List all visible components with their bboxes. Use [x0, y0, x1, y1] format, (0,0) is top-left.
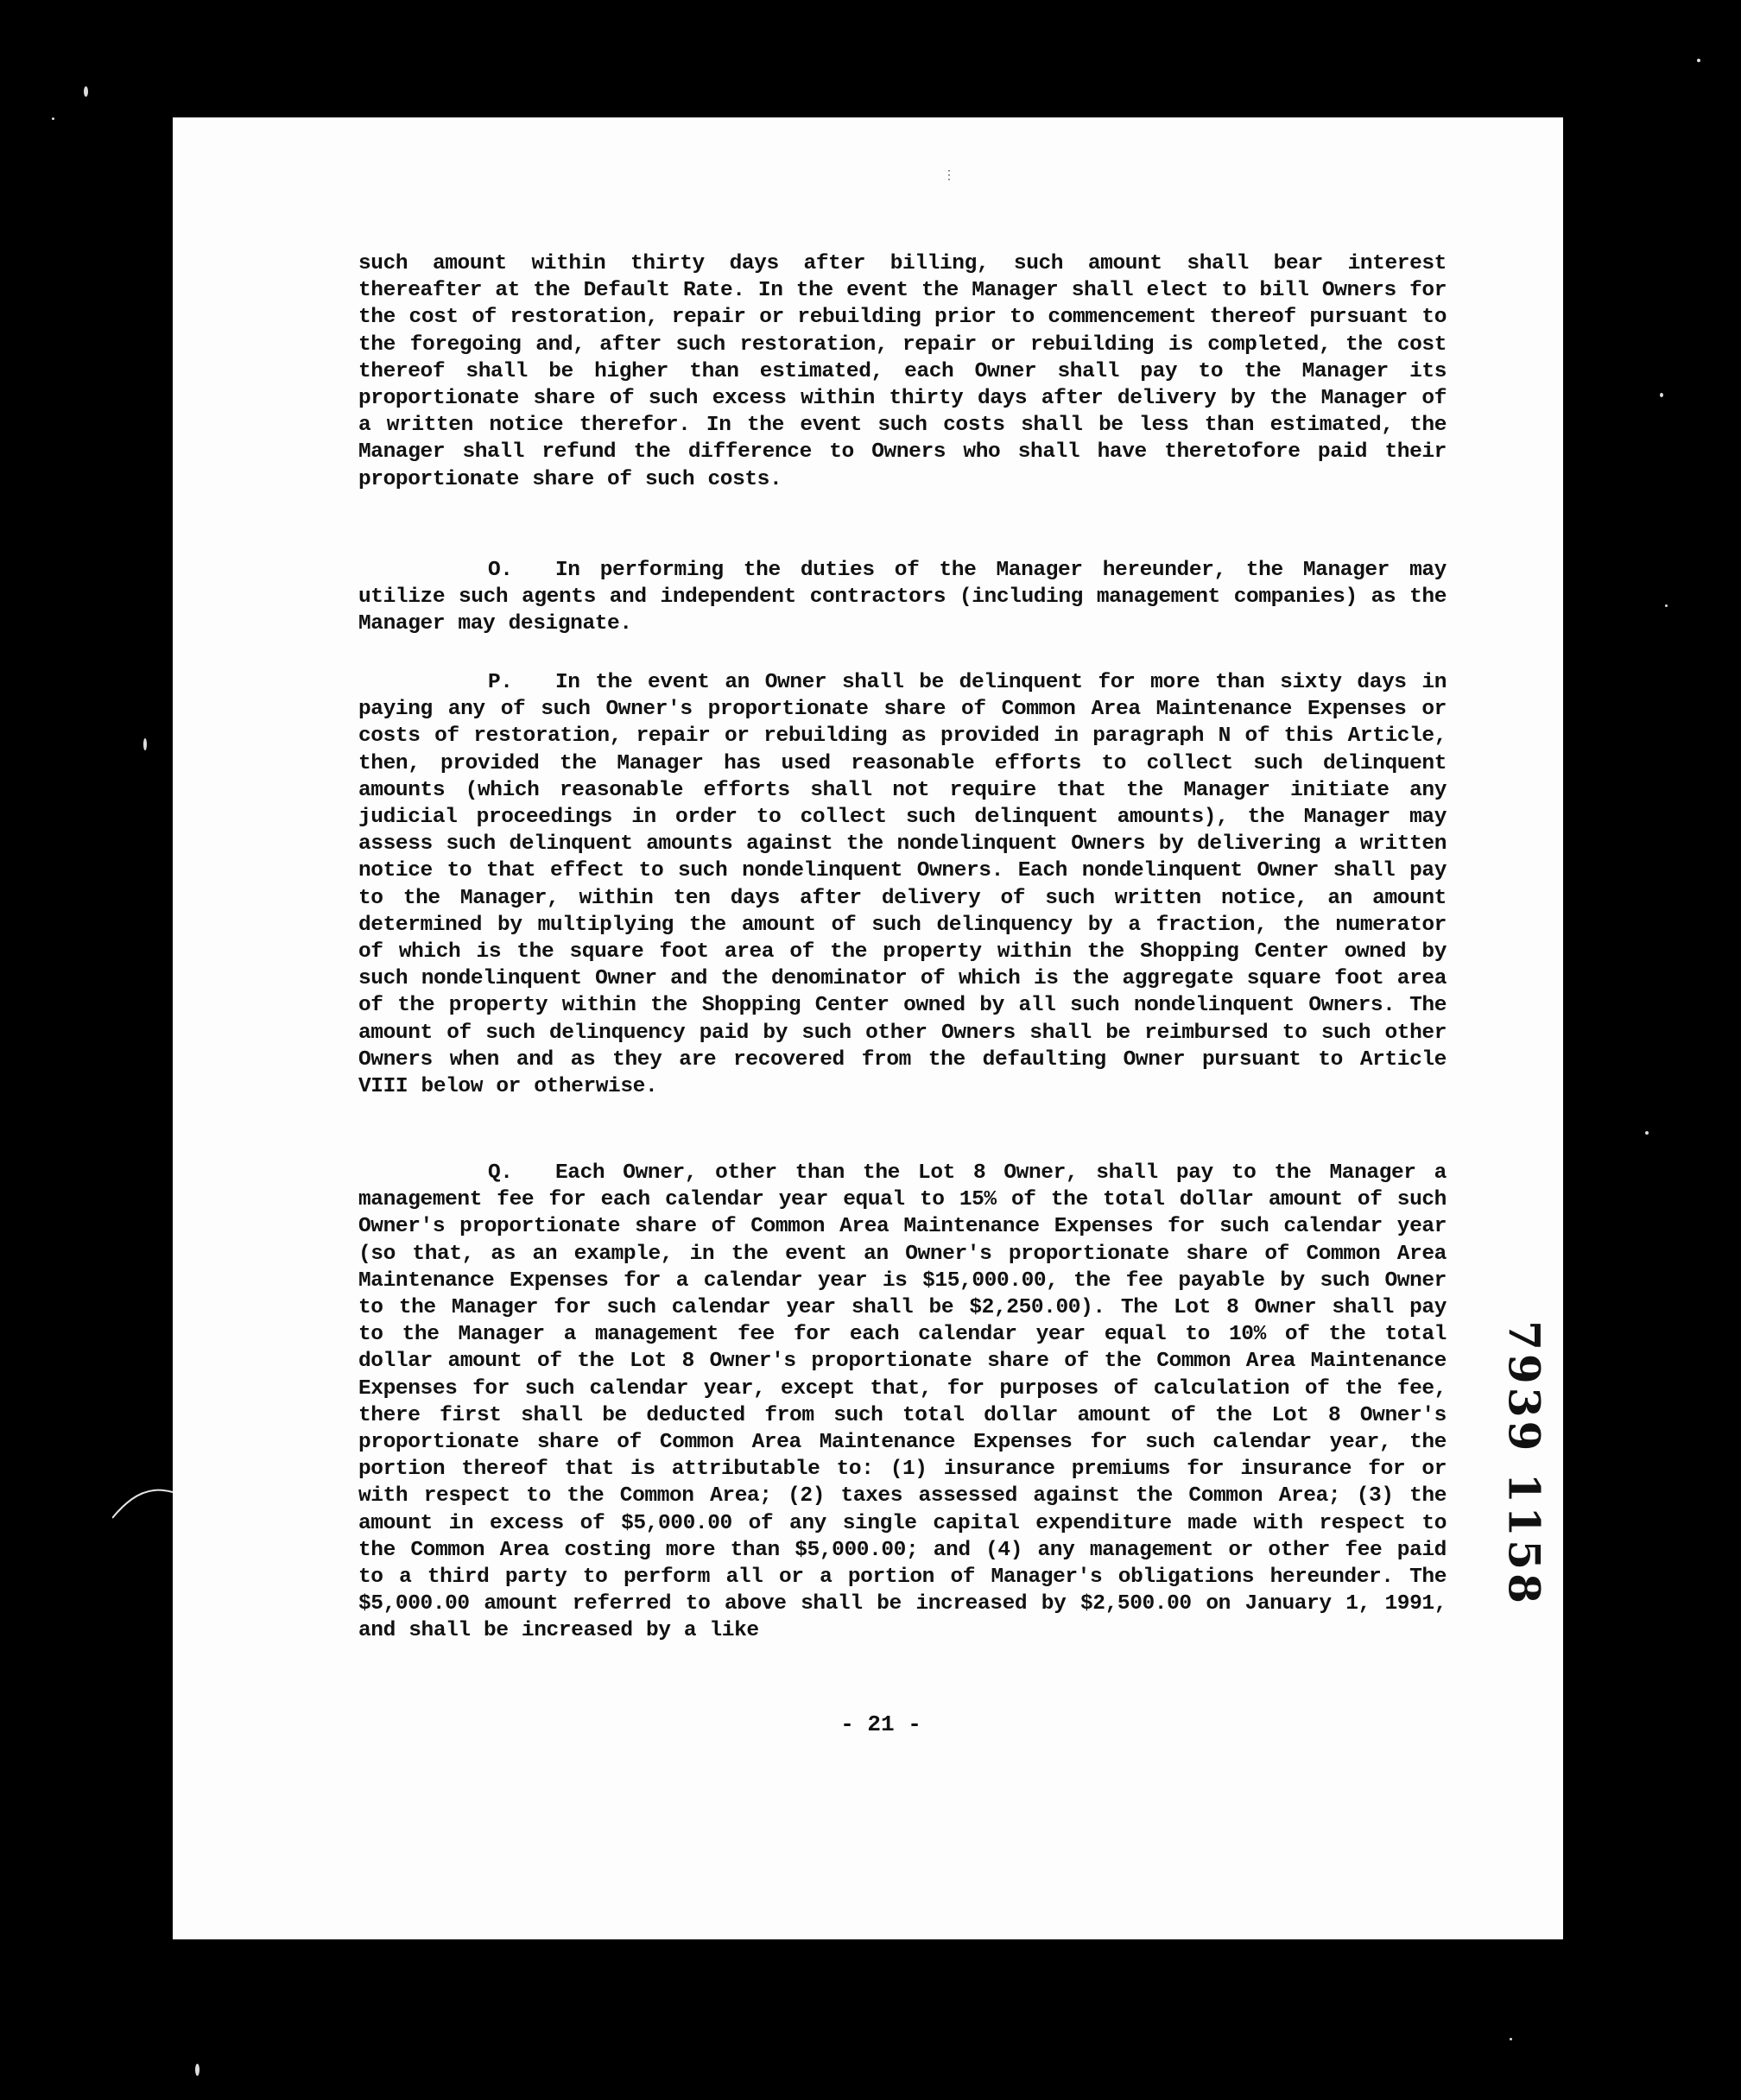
- paragraph-q: [358, 1160, 1447, 1645]
- paragraph-text: In the event an Owner shall be delinquent for more than sixty days in paying any of such Owner's proportionate share of Common Area Maintenance Expenses or costs of restoration, repair or rebuilding as provided in paragraph N of this Article, then, provided the Manager has used reasonable efforts to collect such delinquent amounts (which reasonable efforts shall not require that the Manager initiate any judicial proceedings in order to collect such delinquent amounts), the Manager may assess such delinquent amounts against the nondelinquent Owners by delivering a written notice to that effect to such nondelinquent Owners. Each nondelinquent Owner shall pay to the Manager, within ten days after delivery of such written notice, an amount determined by multiplying the amount of such delinquency by a fraction, the numerator of which is the square foot area of the property within the Shopping Center owned by such nondelinquent Owner and the denominator of which is the aggregate square foot area of the property within the Shopping Center owned by all such nondelinquent Owners. The amount of such delinquency paid by such other Owners shall be reimbursed to such other Owners when and as they are recovered from the defaulting Owner pursuant to Article VIII below or otherwise.: [358, 671, 1447, 1099]
- scan-speck: [143, 738, 147, 750]
- paragraph-p: [358, 669, 1447, 1100]
- paragraph-letter: Q.: [488, 1161, 513, 1185]
- paragraph-text: Each Owner, other than the Lot 8 Owner, shall pay to the Manager a management fee for each calendar year equal to 15% of the total dollar amount of such Owner's proportionate share of Common Area Maintenance Expenses for such calendar year (so that, as an example, in the event an Owner's proportionate share of Common Area Maintenance Expenses for a calendar year is $15,000.00, the fee payable by such Owner to the Manager for such calendar year shall be $2,250.00). The Lot 8 Owner shall pay to the Manager a management fee for each calendar year equal to 10% of the total dollar amount of the Lot 8 Owner's proportionate share of the Common Area Maintenance Expenses for such calendar year, except that, for purposes of calculation of the fee, there first shall be deducted from such total dollar amount of the Lot 8 Owner's proportionate share of Common Area Maintenance Expenses for such calendar year, the portion thereof that is attributable to: (1) insurance premiums for insurance for or with respect to the Common Area; (2) taxes assessed against the Common Area; (3) the amount in excess of $5,000.00 of any single capital expenditure made with respect to the Common Area costing more than $5,000.00; and (4) any management or other fee paid to a third party to perform all or a portion of Manager's obligations hereunder. The $5,000.00 amount referred to above shall be increased by $2,500.00 on January 1, 1991, and shall be increased by a like: [358, 1161, 1447, 1643]
- paragraph-letter: O.: [488, 559, 513, 582]
- paragraph-continuation: such amount within thirty days after billing, such amount shall bear interest thereafter at the Default Rate. In the event the Manager shall elect to bill Owners for the cost of restoration, repair or rebuilding prior to commencement thereof pursuant to the foregoing and, after such restoration, repair or rebuilding is completed, the cost thereof shall be higher than estimated, each Owner shall pay to the Manager its proportionate share of such excess within thirty days after delivery by the Manager of a written notice therefor. In the event such costs shall be less than estimated, the Manager shall refund the difference to Owners who shall have theretofore paid their proportionate share of such costs.: [358, 252, 1447, 491]
- scan-speck: [1697, 59, 1700, 62]
- paragraph-letter: P.: [488, 671, 513, 694]
- scan-speck: [1660, 393, 1663, 397]
- scan-speck: [195, 2064, 199, 2076]
- recording-stamp-text: 7939 1158: [1498, 1320, 1550, 1607]
- scan-speck: [84, 86, 88, 97]
- scan-speck: [1645, 1131, 1649, 1135]
- scan-speck: [1510, 2038, 1512, 2040]
- paragraph-o: [358, 557, 1447, 638]
- scan-edge-artifact: [112, 1485, 173, 1520]
- recording-book-page-stamp: [1498, 1320, 1550, 1607]
- scan-speck: [52, 117, 54, 120]
- page-number: - 21 -: [840, 1711, 921, 1737]
- scan-speck: [1665, 604, 1668, 607]
- scan-artifact-mark: ⋮: [943, 169, 955, 183]
- paragraph-text: In performing the duties of the Manager hereunder, the Manager may utilize such agents and independent contractors (including management companies) as the Manager may designate.: [358, 559, 1447, 636]
